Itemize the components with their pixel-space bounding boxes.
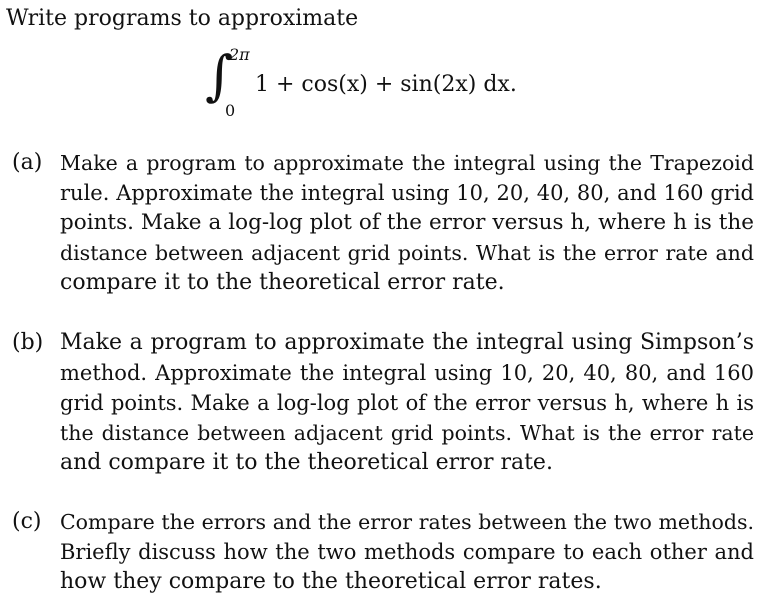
part-a-line: compare it to the theoretical error rate. [60, 270, 505, 295]
upper-limit: 2π [229, 45, 250, 64]
part-b-line: and compare it to the theoretical error rate. [60, 450, 553, 475]
part-a-line: Make a program to approximate the integral using the Trapezoid [60, 151, 754, 175]
part-a-line: points. Make a log-log plot of the error versus h, where h is the [60, 210, 754, 235]
part-b-line: grid points. Make a log-log plot of the error versus h, where h is [60, 391, 754, 415]
integral-equation [205, 36, 545, 126]
part-c-line: Compare the errors and the error rates between the two methods. [60, 510, 754, 534]
intro-text: Write programs to approximate [6, 6, 359, 31]
part-c-line: how they compare to the theoretical error rates. [60, 569, 602, 594]
lower-limit: 0 [225, 101, 236, 120]
part-b-line: Make a program to approximate the integral using Simpson’s [60, 330, 754, 355]
part-b-label: (b) [12, 330, 44, 355]
part-a-line: distance between adjacent grid points. What is the error rate and [60, 241, 754, 265]
part-a-label: (a) [12, 150, 43, 175]
part-b-line: method. Approximate the integral using 10, 20, 40, 80, and 160 [60, 361, 754, 385]
integrand: 1 + cos(x) + sin(2x) dx. [255, 72, 517, 97]
part-b-text [60, 328, 754, 478]
part-a-line: rule. Approximate the integral using 10, 20, 40, 80, and 160 grid [60, 181, 754, 205]
part-c-text [60, 507, 754, 597]
part-c-label: (c) [12, 509, 42, 534]
part-c-line: Briefly discuss how the two methods compare to each other and [60, 540, 754, 564]
integral-sign: ∫ [205, 44, 234, 107]
part-b-line: the distance between adjacent grid points. What is the error rate [60, 421, 754, 445]
part-a-text [60, 148, 754, 298]
